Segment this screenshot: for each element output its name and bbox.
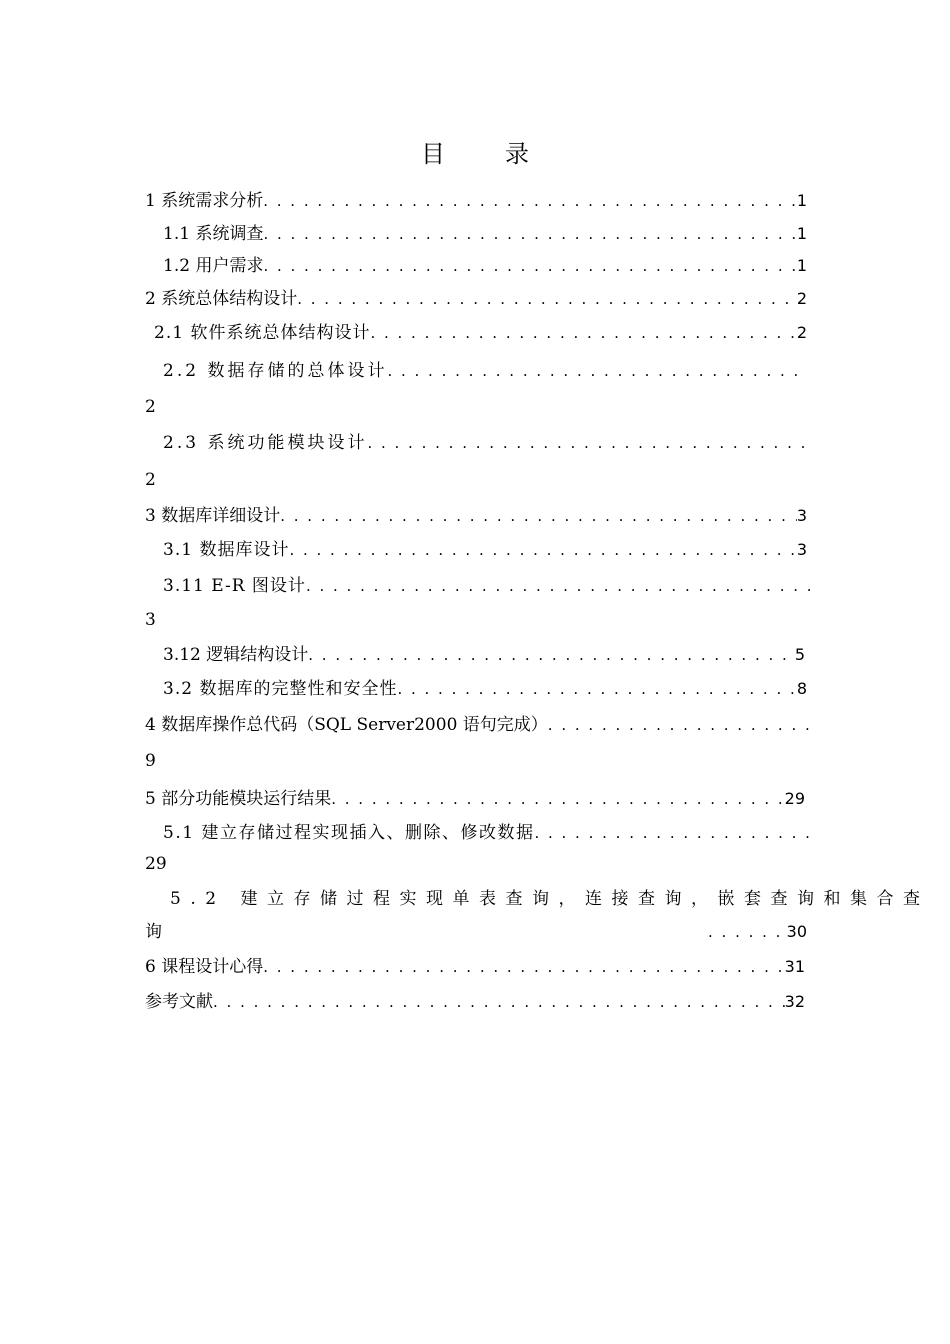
toc-entry-label: 3.2 数据库的完整性和安全性 — [163, 679, 398, 699]
toc-entry-5-1[interactable] — [163, 822, 813, 844]
toc-page-number: 30 — [786, 922, 807, 941]
toc-entry-label: 1.2 用户需求 — [163, 256, 264, 276]
toc-entry-3-12[interactable] — [163, 644, 805, 666]
toc-page-number: 3 — [796, 506, 807, 525]
toc-page-number-wrapped: 9 — [145, 751, 156, 771]
toc-entry-3-11[interactable] — [163, 575, 813, 597]
dot-leader — [397, 678, 796, 700]
toc-page-number-wrapped: 3 — [145, 610, 156, 630]
toc-page-number-wrapped: 2 — [145, 397, 156, 417]
toc-entry-label: 1 系统需求分析 — [145, 191, 264, 211]
dot-leader — [331, 788, 784, 810]
toc-entry-references[interactable] — [145, 991, 805, 1013]
toc-entry-label: 3.11 E-R 图设计 — [163, 576, 306, 596]
toc-entry-label: 3 数据库详细设计 — [145, 506, 281, 526]
toc-entry-5[interactable] — [145, 788, 805, 810]
toc-page-number: 29 — [784, 789, 805, 808]
toc-entry-5-2-page — [708, 921, 807, 943]
dot-leader — [306, 575, 813, 597]
dot-leader — [213, 991, 785, 1013]
dot-leader — [263, 223, 796, 245]
toc-entry-label: 1.1 系统调查 — [163, 224, 264, 244]
dot-leader — [708, 921, 787, 943]
toc-entry-label: 2 系统总体结构设计 — [145, 289, 298, 309]
toc-entry-label: 5.1 建立存储过程实现插入、删除、修改数据 — [163, 823, 535, 843]
toc-page-number: 31 — [784, 957, 805, 976]
toc-entry-label: 2.2 数据存储的总体设计 — [163, 361, 388, 381]
toc-entry-6[interactable] — [145, 956, 805, 978]
toc-entry-2-1[interactable] — [154, 322, 807, 344]
toc-entry-1[interactable] — [145, 190, 807, 212]
toc-entry-3-2[interactable] — [163, 678, 807, 700]
toc-entry-label: 2.1 软件系统总体结构设计 — [154, 323, 371, 343]
toc-page-number: 1 — [796, 224, 807, 243]
toc-entry-4[interactable] — [145, 714, 813, 736]
dot-leader — [289, 539, 796, 561]
toc-entry-2-2[interactable] — [163, 360, 805, 382]
toc-entry-label: 3.1 数据库设计 — [163, 540, 290, 560]
dot-leader — [534, 822, 813, 844]
toc-entry-label: 5 部分功能模块运行结果 — [145, 789, 332, 809]
dot-leader — [308, 644, 795, 666]
toc-entry-label: 2.3 系统功能模块设计 — [163, 433, 368, 453]
dot-leader — [370, 322, 796, 344]
dot-leader — [297, 288, 797, 310]
toc-page-number: 5 — [794, 645, 805, 664]
toc-entry-label: 参考文献 — [145, 992, 213, 1012]
dot-leader — [387, 360, 805, 382]
toc-page-number-wrapped: 29 — [145, 854, 167, 874]
toc-entry-label: 6 课程设计心得 — [145, 957, 264, 977]
toc-entry-5-2-line1[interactable]: 5.2 建立存储过程实现单表查询，连接查询，嵌套查询和集合查 — [170, 889, 930, 909]
toc-page-number: 3 — [796, 540, 807, 559]
toc-page-number: 1 — [796, 256, 807, 275]
toc-page-number: 1 — [796, 191, 807, 210]
toc-page-number: 2 — [796, 289, 807, 308]
toc-entry-2[interactable] — [145, 288, 807, 310]
toc-page-number: 32 — [784, 992, 805, 1011]
toc-page-number: 8 — [796, 679, 807, 698]
dot-leader — [548, 714, 813, 736]
toc-entry-3[interactable] — [145, 505, 807, 527]
toc-entry-1-1[interactable] — [163, 223, 807, 245]
dot-leader — [263, 255, 796, 277]
toc-entry-2-3[interactable] — [163, 432, 805, 454]
toc-page-number-wrapped: 2 — [145, 470, 156, 490]
toc-entry-1-2[interactable] — [163, 255, 807, 277]
toc-title: 目 录 — [421, 140, 547, 168]
dot-leader — [263, 956, 784, 978]
toc-entry-5-2-line2: 询 — [145, 922, 162, 942]
toc-page-number: 2 — [796, 323, 807, 342]
toc-entry-label: 3.12 逻辑结构设计 — [163, 645, 309, 665]
dot-leader — [280, 505, 797, 527]
dot-leader — [263, 190, 797, 212]
dot-leader — [367, 432, 805, 454]
toc-entry-3-1[interactable] — [163, 539, 807, 561]
toc-entry-label: 4 数据库操作总代码（SQL Server2000 语句完成） — [145, 715, 548, 735]
